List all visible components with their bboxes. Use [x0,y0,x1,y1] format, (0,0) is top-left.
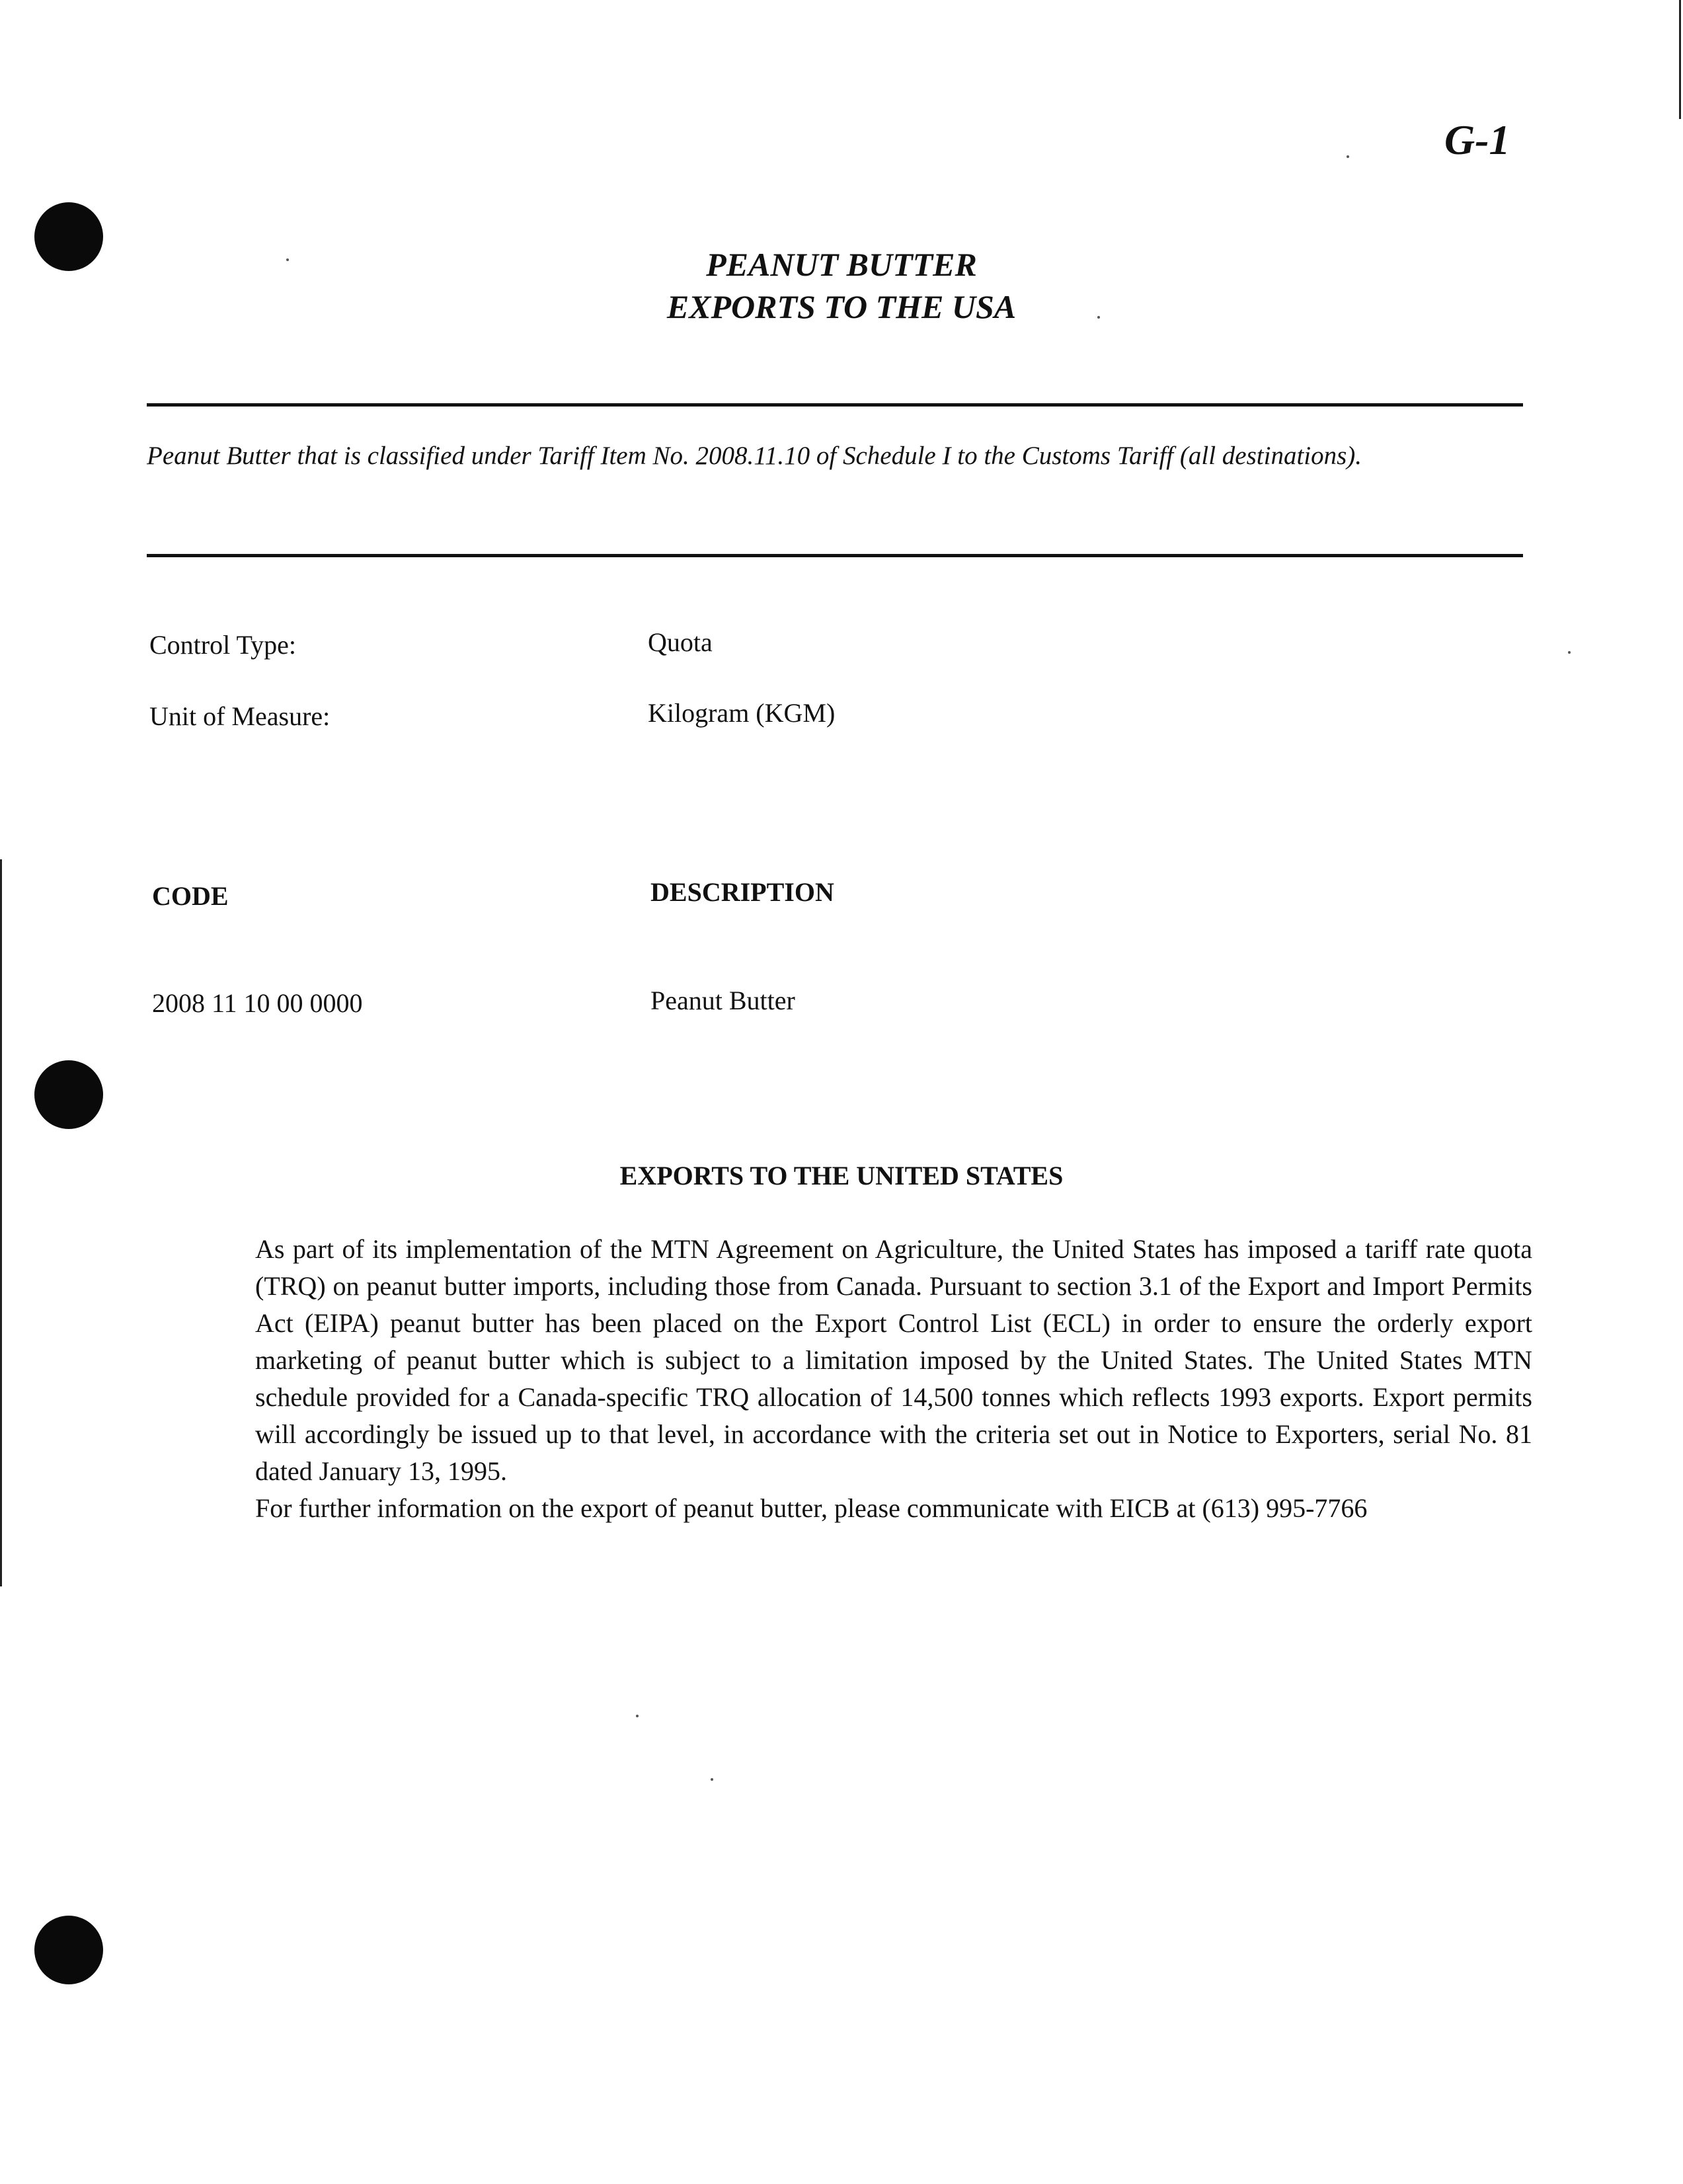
document-title [0,243,1683,328]
page-number: G-1 [1444,116,1510,163]
punch-hole-bottom [34,1916,103,1984]
code-cell: 2008 11 10 00 0000 [152,988,363,1018]
scan-speck [711,1778,713,1781]
scan-edge-line-left [0,859,2,1586]
description-column-header: DESCRIPTION [650,877,834,907]
bottom-rule [147,554,1523,557]
title-line-1: PEANUT BUTTER [706,246,977,283]
section-body [255,1231,1532,1527]
punch-hole-middle [34,1060,103,1129]
section-heading: EXPORTS TO THE UNITED STATES [619,1161,1064,1190]
unit-of-measure-label: Unit of Measure: [149,701,331,731]
scan-speck [1568,651,1571,654]
classification-text: Peanut Butter that is classified under Tariff Item No. 2008.11.10 of Schedule I to the Customs Tariff (all destinations). [147,442,1362,470]
description-cell: Peanut Butter [650,986,795,1015]
top-rule [147,403,1523,407]
code-column-header: CODE [152,881,229,911]
unit-of-measure-value: Kilogram (KGM) [648,698,836,728]
body-paragraph: As part of its implementation of the MTN Agreement on Agriculture, the United States has imposed a tariff rate quota (TRQ) on peanut butter imports, including those from Canada. Pursuant to section 3.1 of the Export and Import Permits Act (EIPA) peanut butter has been placed on the Export Control List (ECL) in order to ensure the orderly export marketing of peanut butter which is subject to a limitation imposed by the United States. The United States MTN schedule provided for a Canada-specific TRQ allocation of 14,500 tonnes which reflects 1993 exports. Export permits will accordingly be issued up to that level, in accordance with the criteria set out in Notice to Exporters, serial No. 81 dated January 13, 1995. [255,1234,1532,1486]
title-line-2: EXPORTS TO THE USA [666,288,1017,325]
control-type-label: Control Type: [149,630,297,660]
body-paragraph: For further information on the export of peanut butter, please communicate with EICB at (613) 995-7766 [255,1493,1368,1523]
scan-edge-line-right [1679,0,1681,119]
control-type-value: Quota [648,627,713,657]
scan-speck [1347,155,1349,158]
scan-speck [636,1715,639,1717]
